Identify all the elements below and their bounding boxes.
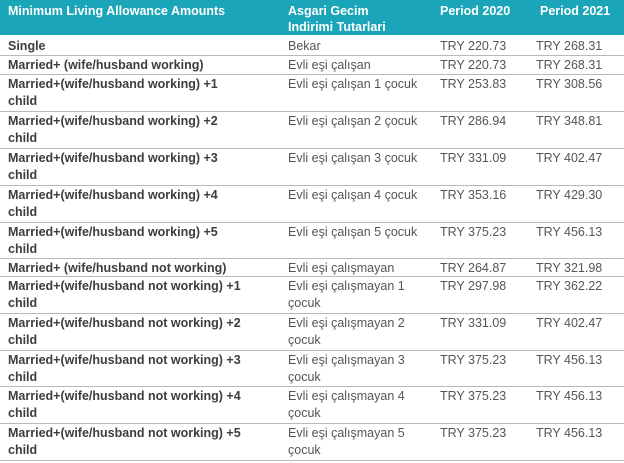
cell-tr: Evli eşi çalışan 5 çocuk [288,225,418,239]
cell-period-2021: TRY 321.98 [536,261,603,275]
table-row [0,423,624,460]
cell-period-2020: TRY 375.23 [440,389,507,403]
table-row [0,386,624,423]
cell-en: Married+ (wife/husband not working) [8,261,227,275]
table-row [0,55,624,73]
cell-period-2020: TRY 297.98 [440,279,507,293]
cell-tr: Evli eşi çalışmayan 4 çocuk [288,389,405,420]
cell-tr: Evli eşi çalışmayan 3 çocuk [288,353,405,384]
cell-tr: Evli eşi çalışan [288,58,371,72]
table-row [0,148,624,185]
cell-en: Single [8,39,46,53]
table-header [0,0,624,35]
cell-period-2021: TRY 456.13 [536,389,603,403]
cell-period-2021: TRY 456.13 [536,426,603,440]
table-row [0,36,624,54]
cell-en: Married+(wife/husband not working) +3 child [8,353,241,384]
cell-period-2020: TRY 375.23 [440,426,507,440]
cell-period-2021: TRY 456.13 [536,353,603,367]
table-row [0,74,624,111]
cell-tr: Evli eşi çalışan 1 çocuk [288,77,418,91]
cell-period-2020: TRY 353.16 [440,188,507,202]
cell-tr: Evli eşi çalışan 3 çocuk [288,151,418,165]
cell-tr: Bekar [288,39,321,53]
table-row [0,222,624,258]
header-period-2021: Period 2021 [540,4,611,18]
cell-period-2020: TRY 220.73 [440,58,507,72]
cell-tr: Evli eşi çalışmayan [288,261,395,275]
header-minimum-living-allowance: Minimum Living Allowance Amounts [8,4,226,18]
table-row [0,313,624,350]
cell-period-2020: TRY 253.83 [440,77,507,91]
cell-tr: Evli eşi çalışan 2 çocuk [288,114,418,128]
table-row [0,111,624,148]
cell-period-2021: TRY 362.22 [536,279,603,293]
cell-period-2021: TRY 308.56 [536,77,603,91]
cell-en: Married+(wife/husband working) +1 child [8,77,218,108]
cell-en: Married+(wife/husband not working) +4 child [8,389,241,420]
cell-tr: Evli eşi çalışmayan 1 çocuk [288,279,405,310]
cell-period-2021: TRY 402.47 [536,151,603,165]
table-row [0,276,624,313]
cell-en: Married+(wife/husband not working) +1 child [8,279,241,310]
cell-period-2020: TRY 220.73 [440,39,507,53]
cell-period-2020: TRY 375.23 [440,353,507,367]
cell-period-2021: TRY 456.13 [536,225,603,239]
cell-tr: Evli eşi çalışmayan 5 çocuk [288,426,405,457]
cell-period-2021: TRY 268.31 [536,58,603,72]
header-period-2020: Period 2020 [440,4,511,18]
cell-period-2021: TRY 402.47 [536,316,603,330]
cell-period-2020: TRY 264.87 [440,261,507,275]
cell-period-2021: TRY 268.31 [536,39,603,53]
cell-tr: Evli eşi çalışmayan 2 çocuk [288,316,405,347]
cell-en: Married+(wife/husband working) +4 child [8,188,218,219]
cell-en: Married+(wife/husband not working) +5 child [8,426,241,457]
cell-en: Married+(wife/husband working) +2 child [8,114,218,145]
cell-period-2020: TRY 375.23 [440,225,507,239]
cell-en: Married+(wife/husband not working) +2 child [8,316,241,347]
table-row [0,350,624,386]
cell-period-2021: TRY 429.30 [536,188,603,202]
table-row [0,185,624,222]
row-divider [0,460,624,461]
cell-period-2020: TRY 286.94 [440,114,507,128]
cell-period-2020: TRY 331.09 [440,316,507,330]
table-row [0,258,624,276]
cell-en: Married+(wife/husband working) +3 child [8,151,218,182]
cell-period-2020: TRY 331.09 [440,151,507,165]
cell-tr: Evli eşi çalışan 4 çocuk [288,188,418,202]
cell-en: Married+ (wife/husband working) [8,58,204,72]
cell-en: Married+(wife/husband working) +5 child [8,225,218,256]
header-asgari-gecim: Asgari Gecim Indirimi Tutarlari [288,4,386,34]
cell-period-2021: TRY 348.81 [536,114,603,128]
